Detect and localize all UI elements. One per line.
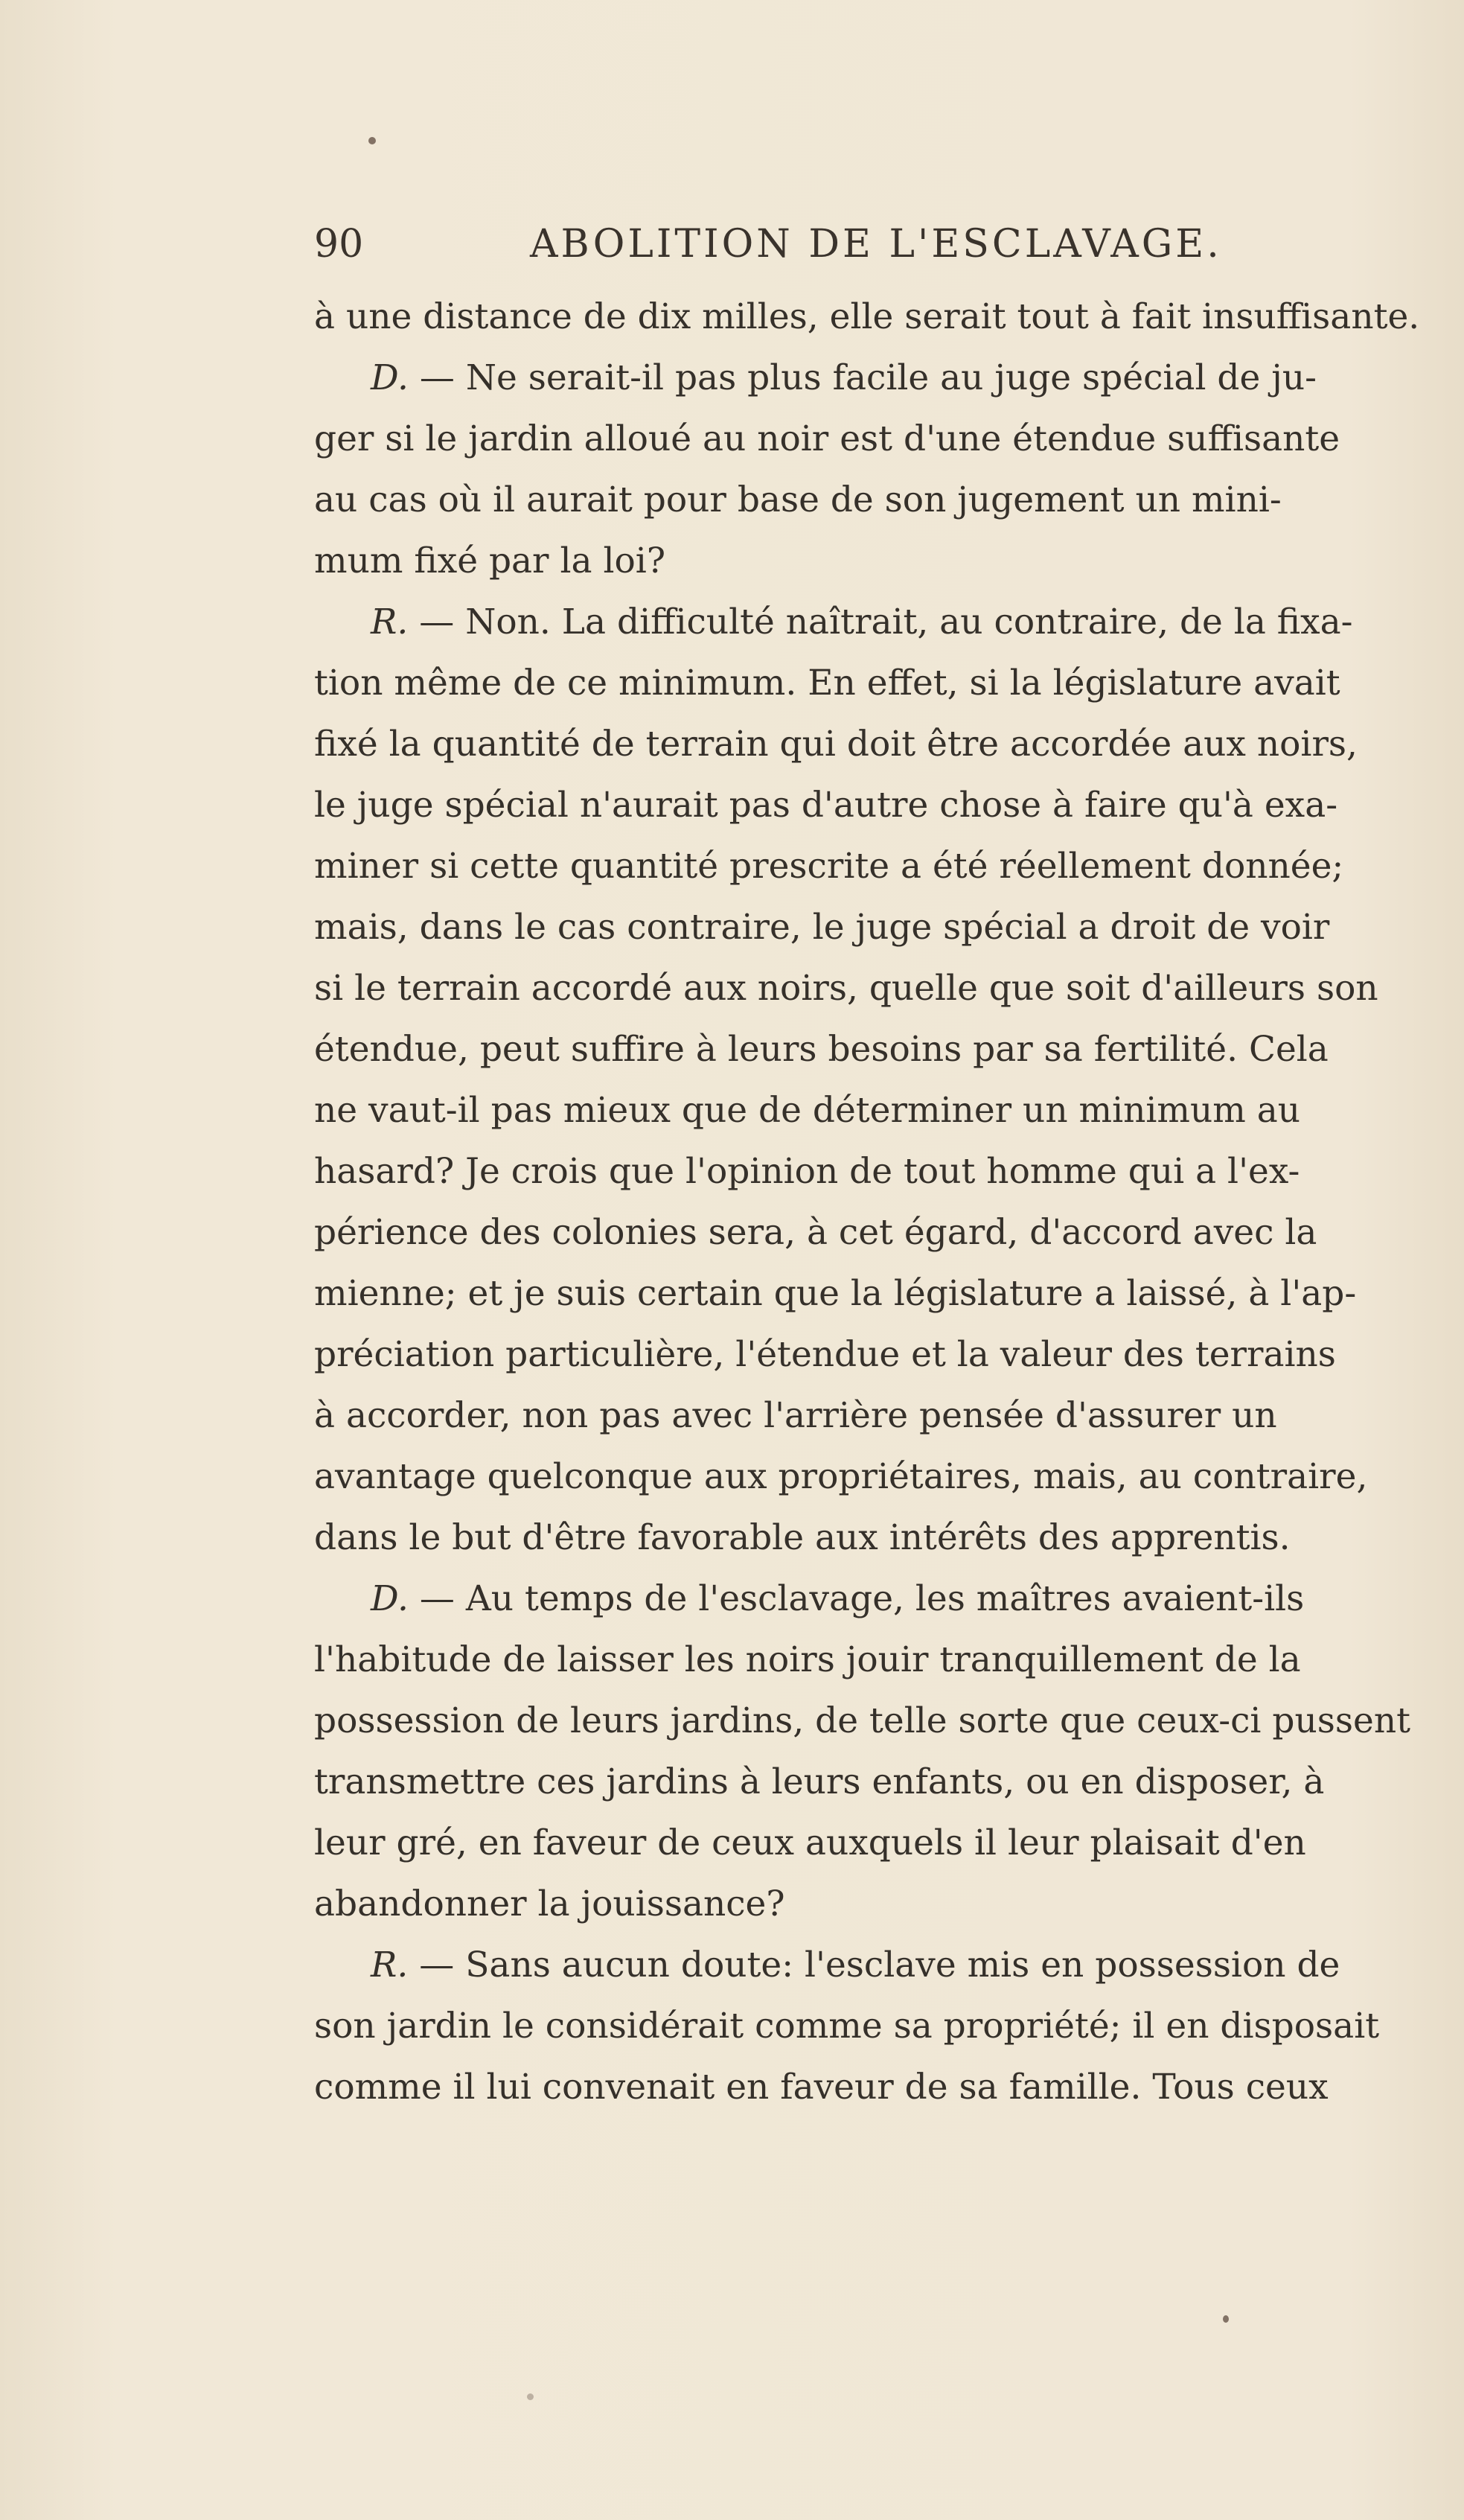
ink-speck (368, 137, 376, 144)
text-line-11: mais, dans le cas contraire, le juge spécial a droit de voir (314, 907, 1330, 948)
text-line-10: miner si cette quantité prescrite a été réellement donnée; (314, 846, 1344, 887)
text-line-19: à accorder, non pas avec l'arrière pensée d'assurer un (314, 1395, 1277, 1436)
dash: — (419, 357, 455, 398)
dash: — (419, 602, 455, 642)
text-line-9: le juge spécial n'aurait pas d'autre chose à faire qu'à exa- (314, 785, 1338, 826)
running-header (314, 220, 1393, 280)
text-line-2: D. — Ne serait-il pas plus facile au juge spécial de ju- (371, 357, 1317, 398)
text-line-30: comme il lui convenait en faveur de sa famille. Tous ceux (314, 2067, 1329, 2108)
text-line-12: si le terrain accordé aux noirs, quelle que soit d'ailleurs son (314, 968, 1378, 1009)
dash: — (419, 1578, 455, 1619)
text-line-29: son jardin le considérait comme sa propriété; il en disposait (314, 2006, 1380, 2047)
text-line-28: R. — Sans aucun doute: l'esclave mis en possession de (371, 1945, 1340, 1985)
text-line-20: avantage quelconque aux propriétaires, mais, au contraire, (314, 1456, 1368, 1497)
text-line-26: leur gré, en faveur de ceux auxquels il leur plaisait d'en (314, 1822, 1306, 1863)
text-line-22: D. — Au temps de l'esclavage, les maîtres avaient-ils (371, 1578, 1305, 1619)
ink-speck (527, 2393, 534, 2400)
text-line-17: mienne; et je suis certain que la législature a laissé, à l'ap- (314, 1273, 1357, 1314)
text-line-18: préciation particulière, l'étendue et la valeur des terrains (314, 1334, 1336, 1375)
text-line-4: au cas où il aurait pour base de son jugement un mini- (314, 479, 1282, 520)
text-line-5: mum fixé par la loi? (314, 540, 666, 581)
body-text (314, 287, 1431, 2118)
text-line-23: l'habitude de laisser les noirs jouir tranquillement de la (314, 1639, 1301, 1680)
text-line-6: R. — Non. La difficulté naîtrait, au contraire, de la fixa- (371, 602, 1353, 642)
text-line-13: étendue, peut suffire à leurs besoins par sa fertilité. Cela (314, 1029, 1329, 1070)
page-number: 90 (314, 222, 364, 267)
text-line-16: périence des colonies sera, à cet égard, d'accord avec la (314, 1212, 1317, 1253)
dash: — (419, 1945, 455, 1985)
running-title: ABOLITION DE L'ESCLAVAGE. (530, 222, 1222, 267)
text-line-7: tion même de ce minimum. En effet, si la législature avait (314, 663, 1340, 704)
text-line-27: abandonner la jouissance? (314, 1883, 785, 1924)
question-marker: D. (371, 1578, 409, 1619)
text-line-21: dans le but d'être favorable aux intérêts des apprentis. (314, 1517, 1291, 1558)
text-line-14: ne vaut-il pas mieux que de déterminer un minimum au (314, 1090, 1301, 1131)
answer-marker: R. (371, 602, 409, 642)
text-line-1: à une distance de dix milles, elle serait tout à fait insuffisante. (314, 296, 1420, 337)
text-line-8: fixé la quantité de terrain qui doit être accordée aux noirs, (314, 724, 1358, 765)
text-line-3: ger si le jardin alloué au noir est d'une étendue suffisante (314, 418, 1340, 459)
text-line-15: hasard? Je crois que l'opinion de tout homme qui a l'ex- (314, 1151, 1300, 1192)
text-line-24: possession de leurs jardins, de telle sorte que ceux-ci pussent (314, 1700, 1410, 1741)
text-line-25: transmettre ces jardins à leurs enfants, ou en disposer, à (314, 1761, 1325, 1802)
answer-marker: R. (371, 1945, 409, 1985)
question-marker: D. (371, 357, 409, 398)
ink-speck (1223, 2315, 1229, 2323)
